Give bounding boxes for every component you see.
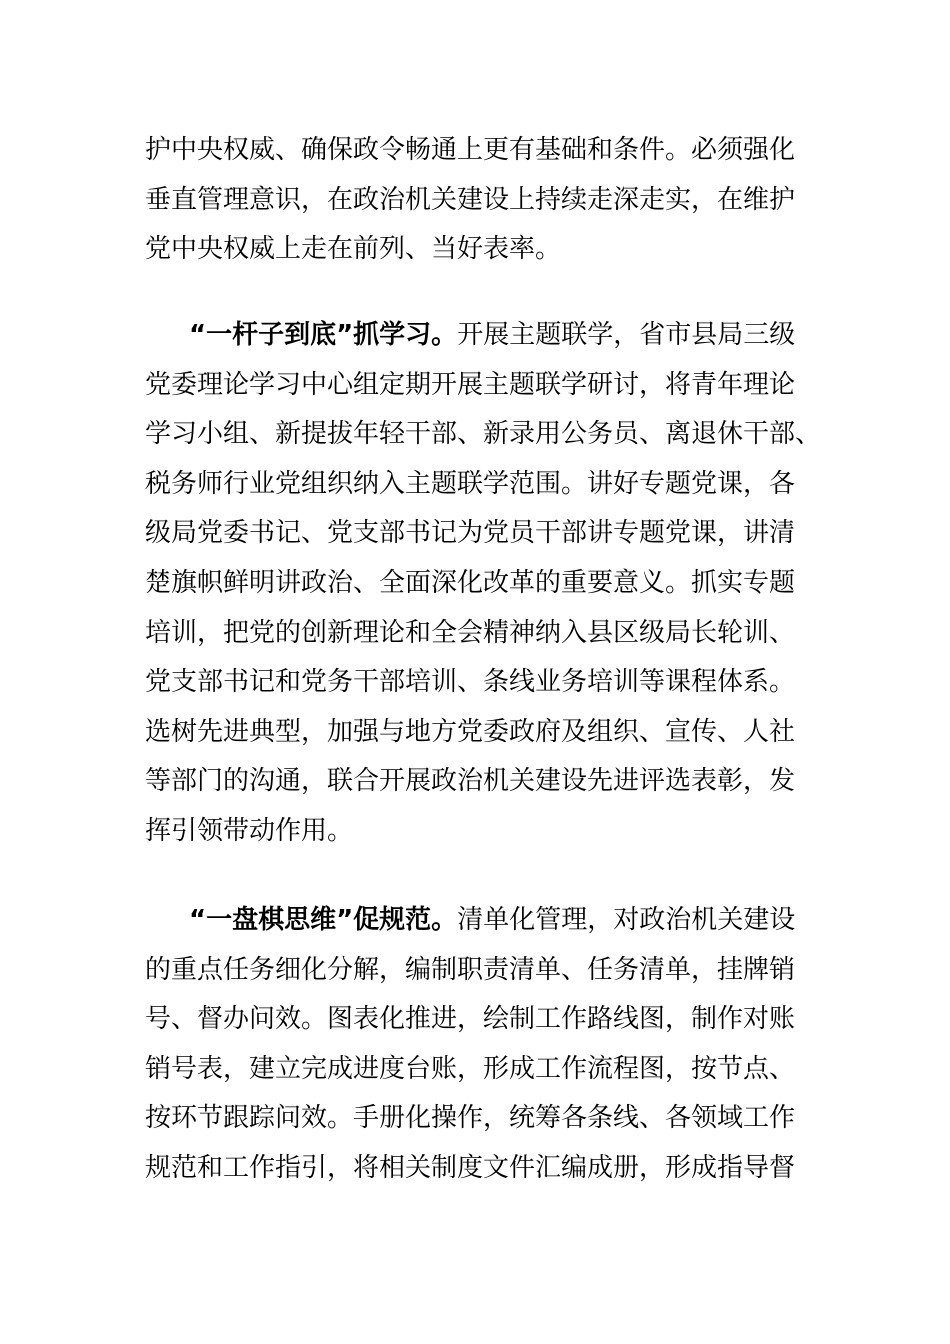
text-line: 党支部书记和党务干部培训、条线业务培训等课程体系。 (145, 667, 796, 698)
text-line: 规范和工作指引，将相关制度文件汇编成册，形成指导督 (145, 1152, 796, 1183)
text-line: 护中央权威、确保政令畅通上更有基础和条件。必须强化 (145, 135, 796, 165)
text-line: 级局党委书记、党支部书记为党员干部讲专题党课，讲清 (145, 518, 796, 549)
text-line: 按环节跟踪问效。手册化操作，统筹各条线、各领域工作 (145, 1103, 796, 1134)
text-line: 销号表，建立完成进度台账，形成工作流程图，按节点、 (145, 1053, 796, 1084)
text-line: 号、督办问效。图表化推进，绘制工作路线图，制作对账 (145, 1004, 796, 1035)
text-line: 党委理论学习中心组定期开展主题联学研讨，将青年理论 (145, 369, 796, 400)
text-line: 学习小组、新提拔年轻干部、新录用公务员、离退休干部、 (145, 419, 822, 450)
text-line: 挥引领带动作用。 (145, 815, 354, 846)
paragraph-study (145, 311, 822, 857)
text-line: 垂直管理意识，在政治机关建设上持续走深走实，在维护 (145, 184, 796, 215)
text-line: 的重点任务细化分解，编制职责清单、任务清单，挂牌销 (145, 954, 796, 985)
text-line: 等部门的沟通，联合开展政治机关建设先进评选表彰，发 (145, 766, 796, 797)
text-line: 楚旗帜鲜明讲政治、全面深化改革的重要意义。抓实专题 (145, 567, 796, 598)
text-line: 税务师行业党组织纳入主题联学范围。讲好专题党课，各 (145, 468, 796, 499)
paragraph-lead-heading: “一杆子到底”抓学习。 (189, 320, 458, 350)
text-run: 开展主题联学，省市县局三级 (457, 320, 796, 350)
text-line-first (145, 896, 810, 946)
paragraph-lead-heading: “一盘棋思维”促规范。 (189, 905, 458, 935)
text-line: 选树先进典型，加强与地方党委政府及组织、宣传、人社 (145, 716, 796, 747)
text-line: 培训，把党的创新理论和全会精神纳入县区级局长轮训、 (145, 617, 796, 648)
paragraph-standards (145, 896, 810, 1194)
text-run: 清单化管理，对政治机关建设 (457, 905, 796, 935)
paragraph-continuation (145, 126, 810, 275)
text-line: 党中央权威上走在前列、当好表率。 (145, 234, 562, 265)
text-line-first (145, 311, 810, 361)
